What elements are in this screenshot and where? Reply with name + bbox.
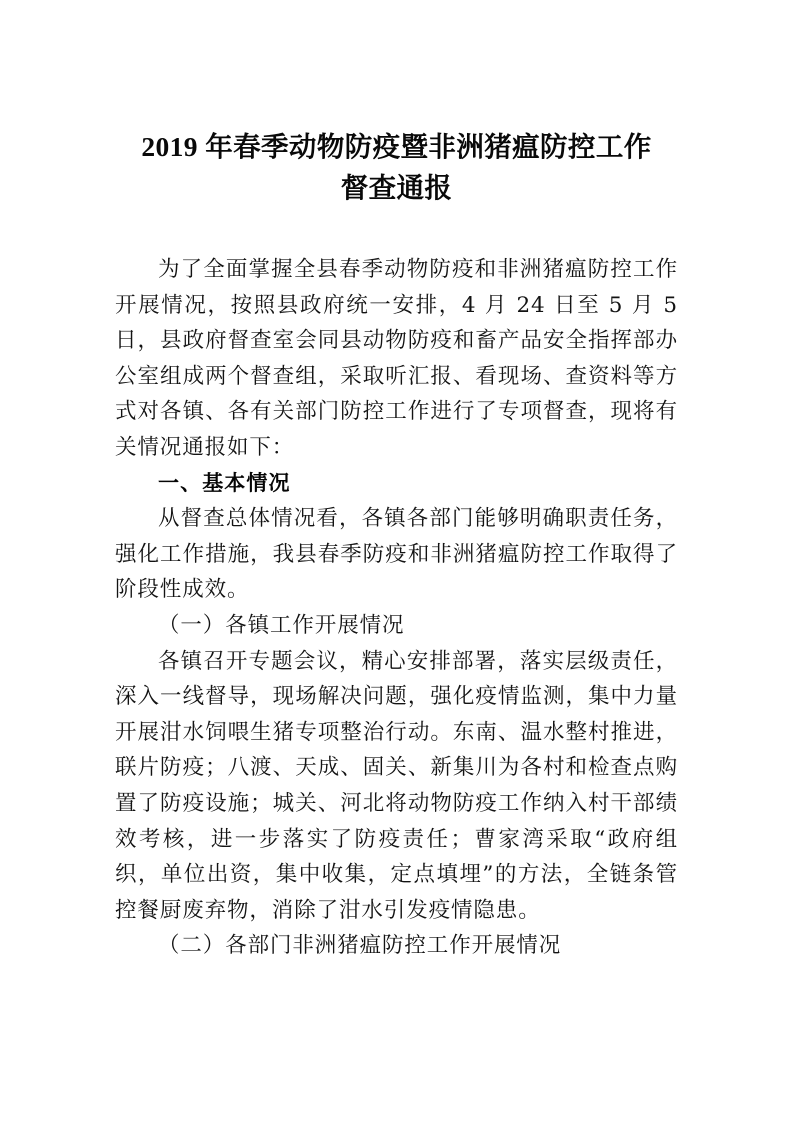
page-title-line-1: 2019 年春季动物防疫暨非洲猪瘟防控工作 — [141, 131, 652, 162]
intro-paragraph: 为了全面掌握全县春季动物防疫和非洲猪瘟防控工作开展情况，按照县政府统一安排，4 月 24 日至 5 月 5 日，县政府督查室会同县动物防疫和畜产品安全指挥部办公室组成两个督查组，采取听汇报、看现场、查资料等方式对各镇、各有关部门防控工作进行了专项督查，现将有关情况通报如下： — [115, 257, 678, 460]
overall-situation-paragraph: 从督查总体情况看，各镇各部门能够明确职责任务，强化工作措施，我县春季防疫和非洲猪瘟防控工作取得了阶段性成效。 — [115, 506, 678, 603]
towns-work-paragraph: 各镇召开专题会议，精心安排部署，落实层级责任，深入一线督导，现场解决问题，强化疫情监测，集中力量开展泔水饲喂生猪专项整治行动。东南、温水整村推进，联片防疫；八渡、天成、固关、新集川为各村和检查点购置了防疫设施；城关、河北将动物防疫工作纳入村干部绩效考核，进一步落实了防疫责任；曹家湾采取“政府组织，单位出资，集中收集，定点填埋”的方法，全链条管控餐厨废弃物，消除了泔水引发疫情隐患。 — [115, 648, 678, 923]
page-title-line-2: 督查通报 — [340, 172, 453, 203]
page-title — [115, 126, 678, 208]
page-content — [115, 126, 678, 964]
subsection-heading-1: （一）各镇工作开展情况 — [158, 612, 405, 638]
subsection-heading-2: （二）各部门非洲猪瘟防控工作开展情况 — [158, 933, 562, 959]
section-heading-1: 一、基本情况 — [158, 471, 291, 495]
document-body — [115, 252, 678, 964]
